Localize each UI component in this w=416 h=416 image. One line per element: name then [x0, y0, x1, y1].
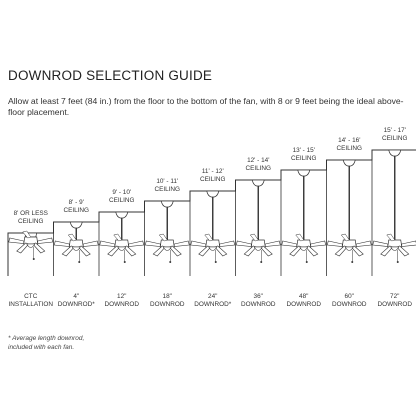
- fan-blade: [311, 241, 326, 247]
- ceiling-label: CEILING: [381, 135, 408, 142]
- ceiling-range-label: 13' - 15': [292, 147, 315, 154]
- downrod-size-label: 24": [208, 293, 218, 300]
- fan-blade: [341, 234, 349, 241]
- fan-blade: [9, 238, 24, 244]
- pull-chain-knob: [260, 261, 262, 263]
- downrod-size-label: 72": [390, 293, 400, 300]
- fan-blade: [83, 241, 98, 247]
- downrod-type-label: DOWNROD: [332, 301, 367, 308]
- fan-blade: [205, 234, 213, 241]
- fan-blade: [191, 241, 206, 247]
- pull-chain-knob: [33, 258, 35, 260]
- fan-blade: [100, 241, 115, 247]
- ceiling-label: CEILING: [245, 165, 272, 172]
- fan-blade: [402, 241, 416, 247]
- ceiling-range-label: 9' - 10': [112, 189, 132, 196]
- fan-blade: [282, 241, 297, 247]
- pull-chain-knob: [306, 261, 308, 263]
- downrod-size-label: 48": [299, 293, 309, 300]
- fan-section-2: [54, 199, 98, 308]
- pull-chain-knob: [78, 261, 80, 263]
- pull-chain-knob: [124, 261, 126, 263]
- downrod-size-label: 12": [117, 293, 127, 300]
- canopy: [161, 201, 173, 207]
- light-kit: [118, 247, 126, 251]
- pull-chain-knob: [397, 261, 399, 263]
- downrod-type-label: DOWNROD: [377, 301, 412, 308]
- canopy: [298, 170, 310, 176]
- fan-blade: [159, 234, 167, 241]
- downrod-type-label: DOWNROD: [241, 301, 276, 308]
- canopy: [252, 180, 264, 186]
- footnote: [8, 335, 84, 352]
- fan-blade: [296, 234, 304, 241]
- fan-section-1: [8, 210, 53, 308]
- fan-blade: [114, 234, 122, 241]
- ceiling-range-label: 15' - 17': [383, 127, 406, 134]
- fan-blade: [236, 241, 251, 247]
- canopy: [116, 212, 128, 218]
- fan-section-4: [145, 178, 189, 308]
- ceiling-range-label: 8' OR LESS: [13, 210, 48, 217]
- fan-section-3: [100, 189, 144, 308]
- ceiling-range-label: 12' - 14': [247, 157, 270, 164]
- light-kit: [72, 247, 80, 251]
- downrod-type-label: DOWNROD: [104, 301, 139, 308]
- ceiling-label: CEILING: [154, 186, 181, 193]
- light-kit: [345, 247, 353, 251]
- light-kit: [163, 247, 171, 251]
- ceiling-range-label: 11' - 12': [201, 168, 224, 175]
- fan-blade: [129, 241, 144, 247]
- light-kit: [254, 247, 262, 251]
- fan-section-8: [327, 137, 371, 308]
- light-kit: [300, 247, 308, 251]
- fan-blade: [373, 241, 388, 247]
- fan-blade: [356, 241, 371, 247]
- light-kit: [391, 247, 399, 251]
- fan-blade: [145, 241, 160, 247]
- ceiling-range-label: 14' - 16': [338, 137, 361, 144]
- fan-blade: [68, 234, 76, 241]
- ceiling-range-label: 8' - 9': [68, 199, 84, 206]
- downrod-size-label: CTC: [24, 293, 38, 300]
- ceiling-label: CEILING: [63, 207, 90, 214]
- canopy: [343, 160, 355, 166]
- ceiling-label: CEILING: [290, 155, 317, 162]
- ceiling-label: CEILING: [199, 176, 226, 183]
- fan-section-5: [191, 168, 235, 308]
- fan-blade: [250, 234, 258, 241]
- guide-intro-text: Allow at least 7 feet (84 in.) from the floor to the bottom of the fan, with 8 or 9 feet being the ideal above-floor placement.: [8, 96, 404, 117]
- ceiling-range-label: 10' - 11': [156, 178, 179, 185]
- downrod-size-label: 36": [253, 293, 263, 300]
- pull-chain-knob: [351, 261, 353, 263]
- guide-title: DOWNROD SELECTION GUIDE: [8, 68, 213, 83]
- pull-chain-knob: [169, 261, 171, 263]
- footnote-line-2: included with each fan.: [8, 343, 75, 351]
- canopy: [70, 222, 82, 228]
- fan-blade: [387, 234, 395, 241]
- fan-section-7: [282, 147, 326, 308]
- fan-blade: [265, 241, 280, 247]
- ceiling-label: CEILING: [17, 218, 44, 225]
- pull-chain-knob: [215, 261, 217, 263]
- ceiling-label: CEILING: [336, 145, 363, 152]
- downrod-type-label: DOWNROD: [286, 301, 321, 308]
- downrod-size-label: 18": [162, 293, 172, 300]
- footnote-line-1: * Average length downrod,: [8, 335, 85, 342]
- downrod-type-label: DOWNROD*: [57, 301, 95, 308]
- canopy: [389, 150, 401, 156]
- downrod-type-label: INSTALLATION: [8, 301, 54, 308]
- canopy: [207, 191, 219, 197]
- ceiling-label: CEILING: [108, 197, 135, 204]
- downrod-type-label: DOWNROD: [150, 301, 185, 308]
- fan-blade: [327, 241, 342, 247]
- fan-blade: [38, 238, 53, 244]
- fan-blade: [174, 241, 189, 247]
- downrod-size-label: 4": [73, 293, 80, 300]
- downrod-size-label: 60": [344, 293, 354, 300]
- fan-section-9: [373, 127, 416, 308]
- fan-blade: [220, 241, 235, 247]
- fan-blade: [54, 241, 69, 247]
- light-kit: [209, 247, 217, 251]
- light-kit: [27, 244, 35, 248]
- downrod-type-label: DOWNROD*: [194, 301, 232, 308]
